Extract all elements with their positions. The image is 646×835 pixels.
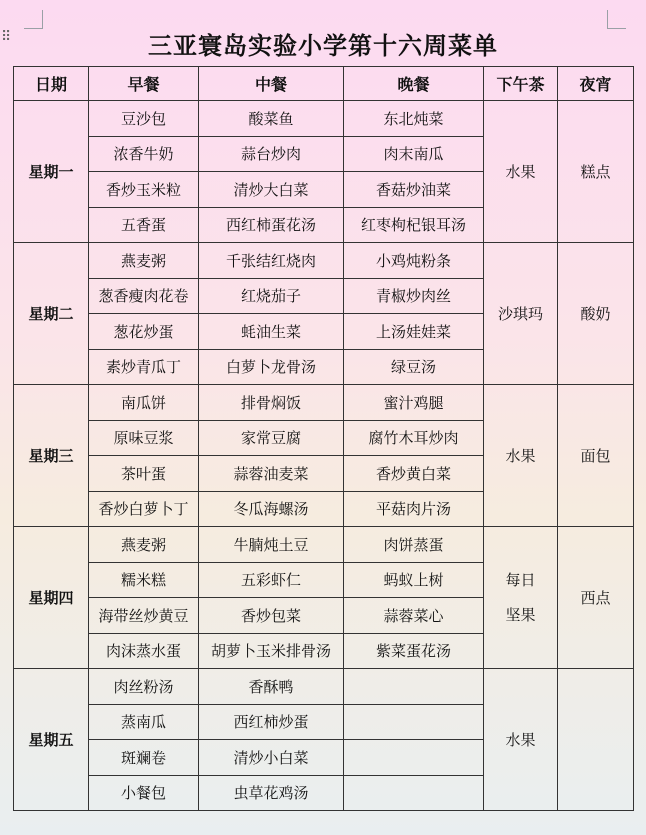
dinner-cell: 上汤娃娃菜 [344, 314, 484, 350]
breakfast-cell: 茶叶蛋 [89, 456, 199, 492]
lunch-cell: 胡萝卜玉米排骨汤 [199, 633, 344, 669]
dinner-cell: 香菇炒油菜 [344, 172, 484, 208]
lunch-cell: 红烧茄子 [199, 278, 344, 314]
lunch-cell: 白萝卜龙骨汤 [199, 349, 344, 385]
lunch-cell: 香酥鸭 [199, 669, 344, 705]
lunch-cell: 西红柿炒蛋 [199, 704, 344, 740]
dinner-cell: 香炒黄白菜 [344, 456, 484, 492]
lunch-cell: 蒜蓉油麦菜 [199, 456, 344, 492]
breakfast-cell: 素炒青瓜丁 [89, 349, 199, 385]
afternoon-tea-line: 每日 [505, 570, 536, 589]
afternoon-tea-cell: 沙琪玛 [484, 243, 558, 385]
breakfast-cell: 葱花炒蛋 [89, 314, 199, 350]
breakfast-cell: 肉丝粉汤 [89, 669, 199, 705]
page-title: 三亚寰岛实验小学第十六周菜单 [148, 32, 498, 60]
afternoon-tea-cell [484, 527, 558, 669]
lunch-cell: 蒜台炒肉 [199, 136, 344, 172]
breakfast-cell: 香炒白萝卜丁 [89, 491, 199, 527]
dinner-cell: 腐竹木耳炒肉 [344, 420, 484, 456]
night-snack-cell [558, 669, 634, 811]
breakfast-cell: 豆沙包 [89, 101, 199, 137]
dinner-cell [344, 704, 484, 740]
breakfast-cell: 葱香瘦肉花卷 [89, 278, 199, 314]
table-row [14, 527, 634, 563]
breakfast-cell: 肉沫蒸水蛋 [89, 633, 199, 669]
table-row [14, 669, 634, 705]
breakfast-cell: 香炒玉米粒 [89, 172, 199, 208]
dinner-cell: 肉末南瓜 [344, 136, 484, 172]
dinner-cell [344, 669, 484, 705]
breakfast-cell: 燕麦粥 [89, 243, 199, 279]
dinner-cell: 蜜汁鸡腿 [344, 385, 484, 421]
breakfast-cell: 糯米糕 [89, 562, 199, 598]
menu-table [13, 66, 634, 811]
lunch-cell: 冬瓜海螺汤 [199, 491, 344, 527]
lunch-cell: 酸菜鱼 [199, 101, 344, 137]
night-snack-cell: 面包 [558, 385, 634, 527]
header-night-snack: 夜宵 [558, 67, 634, 101]
header-row [14, 67, 634, 101]
breakfast-cell: 原味豆浆 [89, 420, 199, 456]
dinner-cell: 紫菜蛋花汤 [344, 633, 484, 669]
breakfast-cell: 小餐包 [89, 775, 199, 811]
night-snack-cell: 西点 [558, 527, 634, 669]
header-afternoon-tea: 下午茶 [484, 67, 558, 101]
lunch-cell: 清炒小白菜 [199, 740, 344, 776]
dinner-cell: 青椒炒肉丝 [344, 278, 484, 314]
table-row [14, 385, 634, 421]
dinner-cell: 肉饼蒸蛋 [344, 527, 484, 563]
dinner-cell: 东北炖菜 [344, 101, 484, 137]
afternoon-tea-cell: 水果 [484, 669, 558, 811]
afternoon-tea-cell: 水果 [484, 101, 558, 243]
day-label: 星期五 [14, 669, 89, 811]
dinner-cell: 蚂蚁上树 [344, 562, 484, 598]
page-corner-mark-right [607, 10, 626, 29]
header-breakfast: 早餐 [89, 67, 199, 101]
breakfast-cell: 五香蛋 [89, 207, 199, 243]
header-date: 日期 [14, 67, 89, 101]
breakfast-cell: 斑斓卷 [89, 740, 199, 776]
lunch-cell: 蚝油生菜 [199, 314, 344, 350]
day-label: 星期一 [14, 101, 89, 243]
page-corner-mark-left [24, 10, 43, 29]
dinner-cell: 红枣枸杞银耳汤 [344, 207, 484, 243]
lunch-cell: 五彩虾仁 [199, 562, 344, 598]
breakfast-cell: 浓香牛奶 [89, 136, 199, 172]
lunch-cell: 虫草花鸡汤 [199, 775, 344, 811]
breakfast-cell: 燕麦粥 [89, 527, 199, 563]
breakfast-cell: 海带丝炒黄豆 [89, 598, 199, 634]
lunch-cell: 千张结红烧肉 [199, 243, 344, 279]
night-snack-cell: 酸奶 [558, 243, 634, 385]
table-move-handle-icon[interactable]: ⠿ [1, 29, 13, 45]
breakfast-cell: 蒸南瓜 [89, 704, 199, 740]
night-snack-cell: 糕点 [558, 101, 634, 243]
dinner-cell: 绿豆汤 [344, 349, 484, 385]
afternoon-tea-cell: 水果 [484, 385, 558, 527]
lunch-cell: 清炒大白菜 [199, 172, 344, 208]
dinner-cell [344, 740, 484, 776]
dinner-cell: 平菇肉片汤 [344, 491, 484, 527]
dinner-cell: 小鸡炖粉条 [344, 243, 484, 279]
dinner-cell: 蒜蓉菜心 [344, 598, 484, 634]
afternoon-tea-line: 坚果 [505, 605, 536, 624]
lunch-cell: 排骨焖饭 [199, 385, 344, 421]
day-label: 星期二 [14, 243, 89, 385]
lunch-cell: 牛腩炖土豆 [199, 527, 344, 563]
table-row [14, 243, 634, 279]
day-label: 星期四 [14, 527, 89, 669]
header-dinner: 晚餐 [344, 67, 484, 101]
breakfast-cell: 南瓜饼 [89, 385, 199, 421]
lunch-cell: 西红柿蛋花汤 [199, 207, 344, 243]
day-label: 星期三 [14, 385, 89, 527]
table-row [14, 101, 634, 137]
lunch-cell: 家常豆腐 [199, 420, 344, 456]
header-lunch: 中餐 [199, 67, 344, 101]
lunch-cell: 香炒包菜 [199, 598, 344, 634]
dinner-cell [344, 775, 484, 811]
